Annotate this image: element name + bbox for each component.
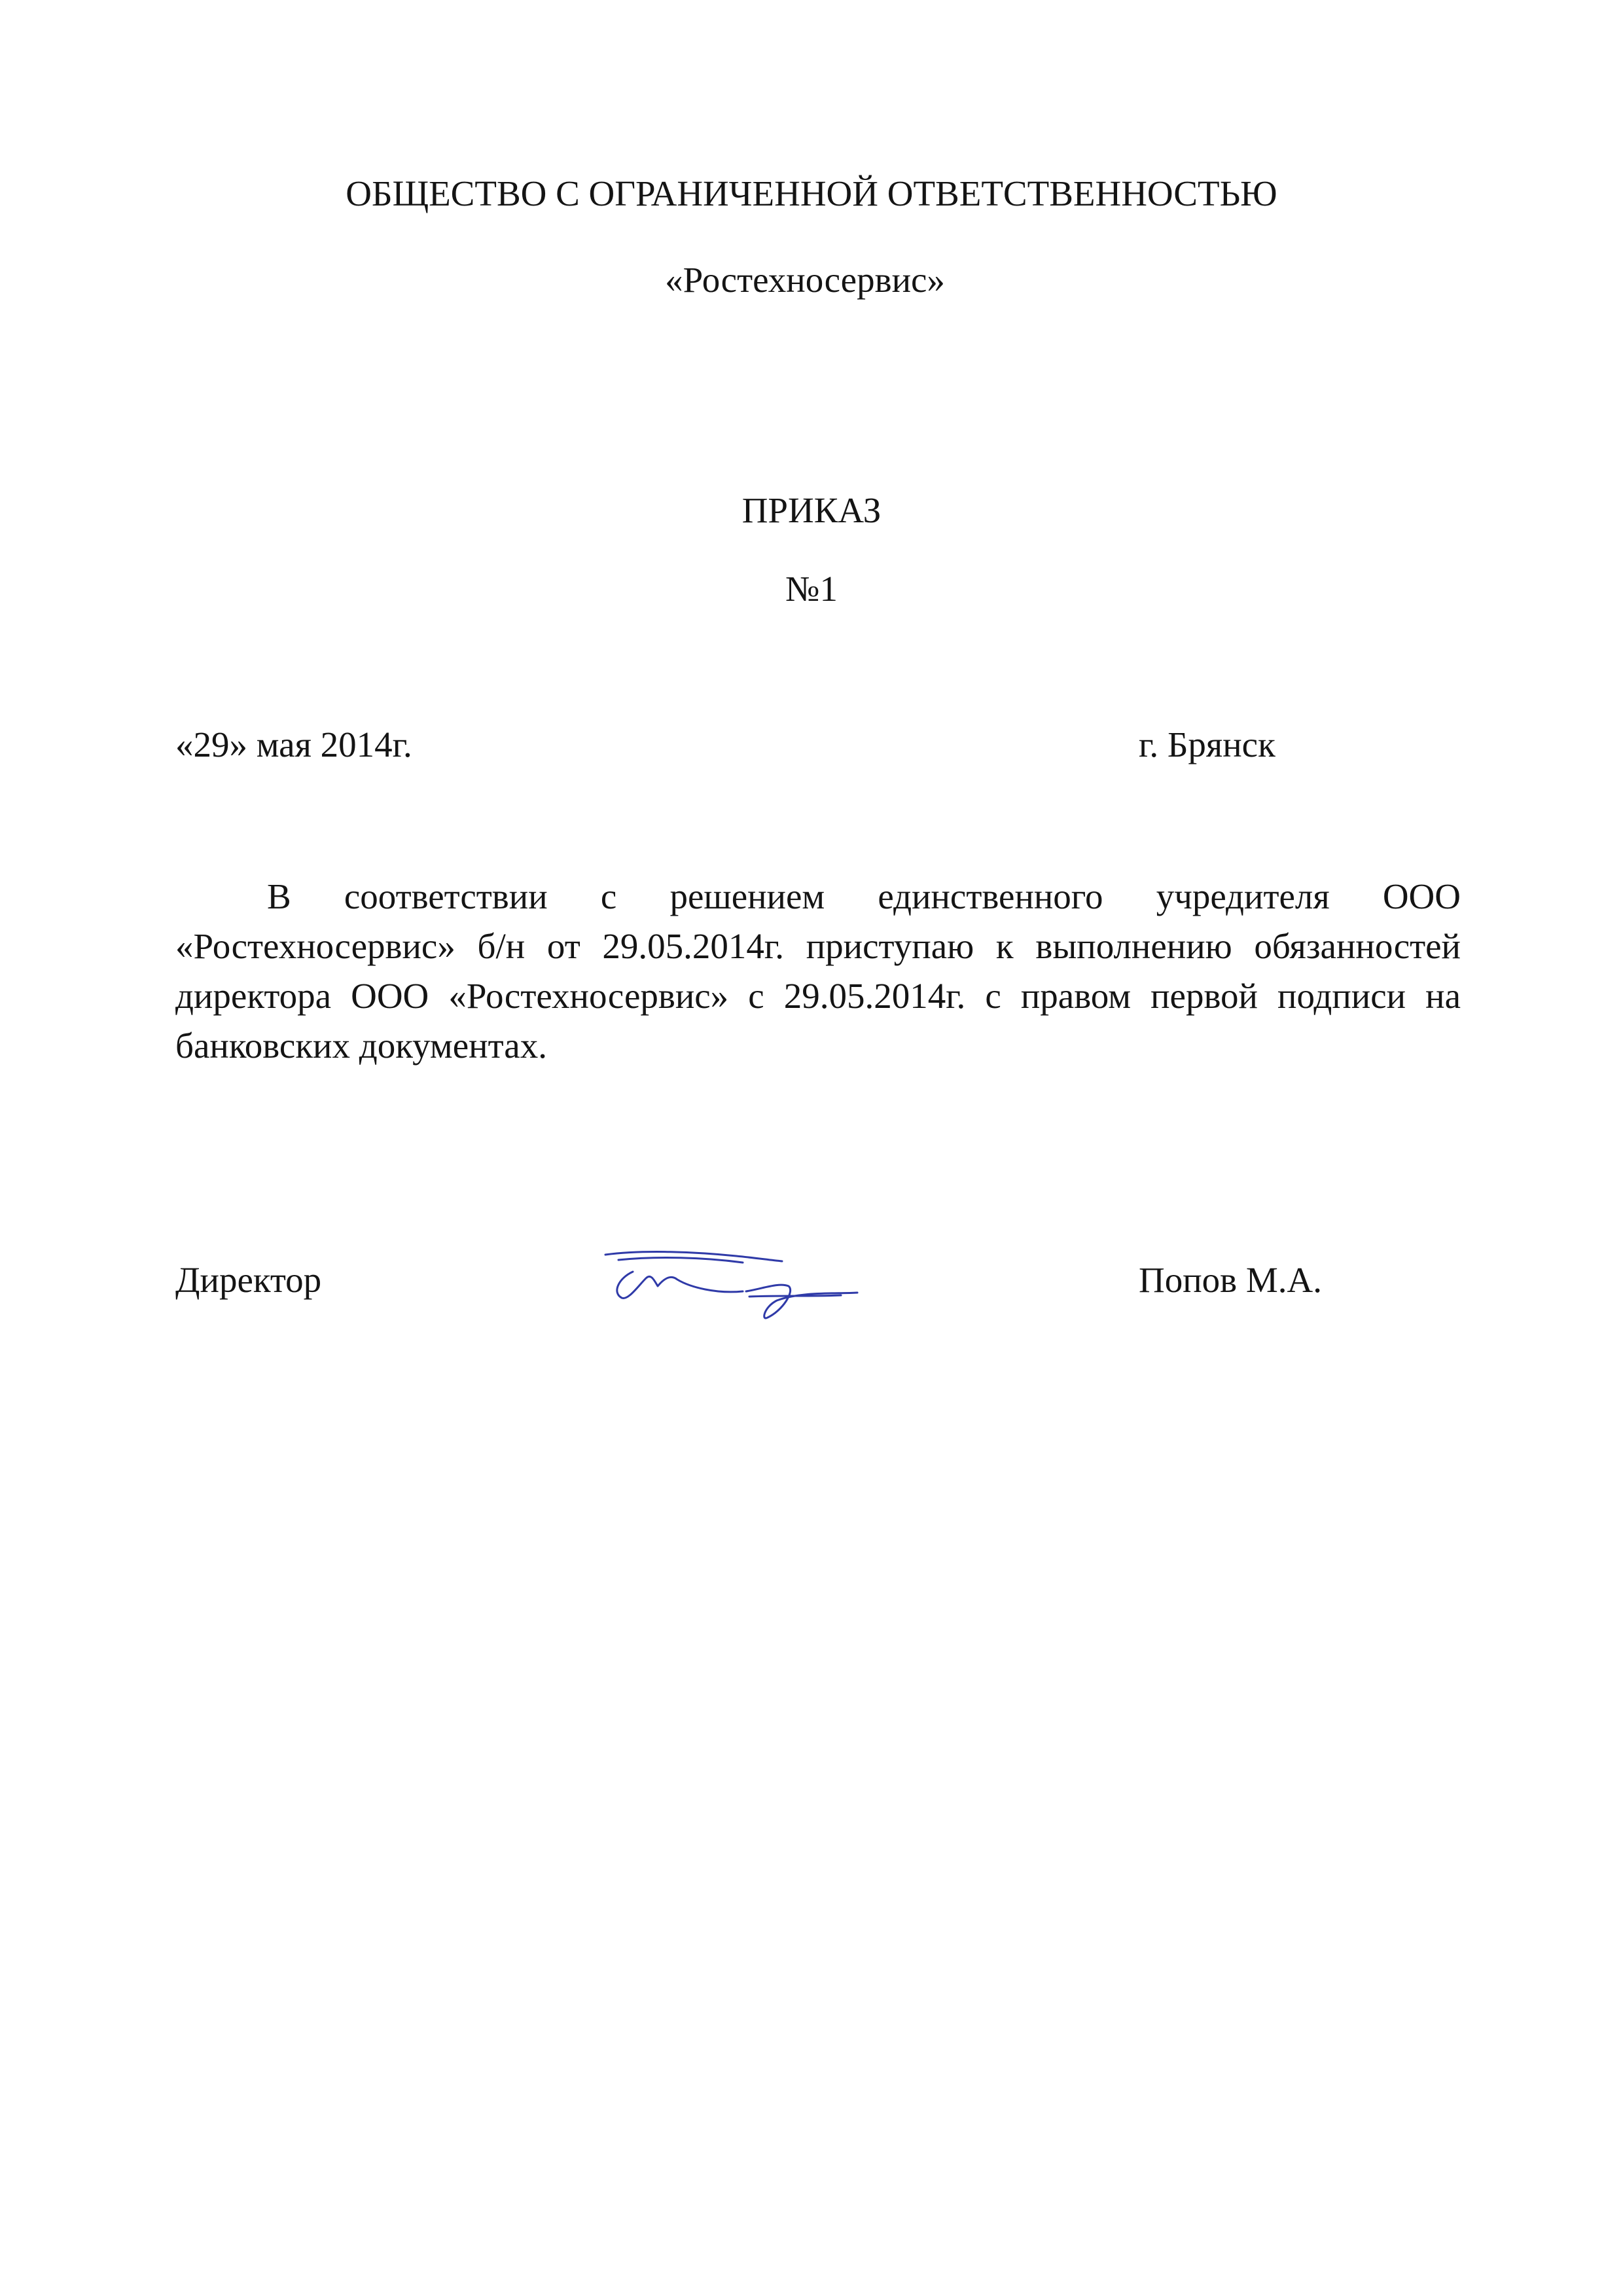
signature-stroke-top-2 (618, 1258, 743, 1263)
signature-stroke-top (605, 1252, 782, 1261)
signature-stroke-loop (617, 1272, 743, 1298)
document-city: г. Брянск (1139, 725, 1275, 764)
signature-stroke-underline (749, 1295, 841, 1297)
handwritten-signature (592, 1240, 867, 1338)
order-body-text: В соответствии с решением единственного учредителя ООО «Ростехносервис» б/н от 29.05.2014г. приступаю к выполнению обязанностей директора ООО «Ростехносервис» с 29.05.2014г. с правом первой подписи на банковских документах. (175, 876, 1461, 1066)
signature-stroke-tail (746, 1285, 857, 1318)
signer-position: Директор (175, 1260, 322, 1300)
document-number: №1 (785, 569, 838, 609)
organization-type: ОБЩЕСТВО С ОГРАНИЧЕННОЙ ОТВЕТСТВЕННОСТЬЮ (346, 173, 1277, 213)
signer-name: Попов М.А. (1139, 1260, 1322, 1300)
document-title: ПРИКАЗ (741, 490, 882, 530)
document-date: «29» мая 2014г. (175, 725, 412, 764)
organization-name: «Ростехносервис» (665, 260, 945, 300)
